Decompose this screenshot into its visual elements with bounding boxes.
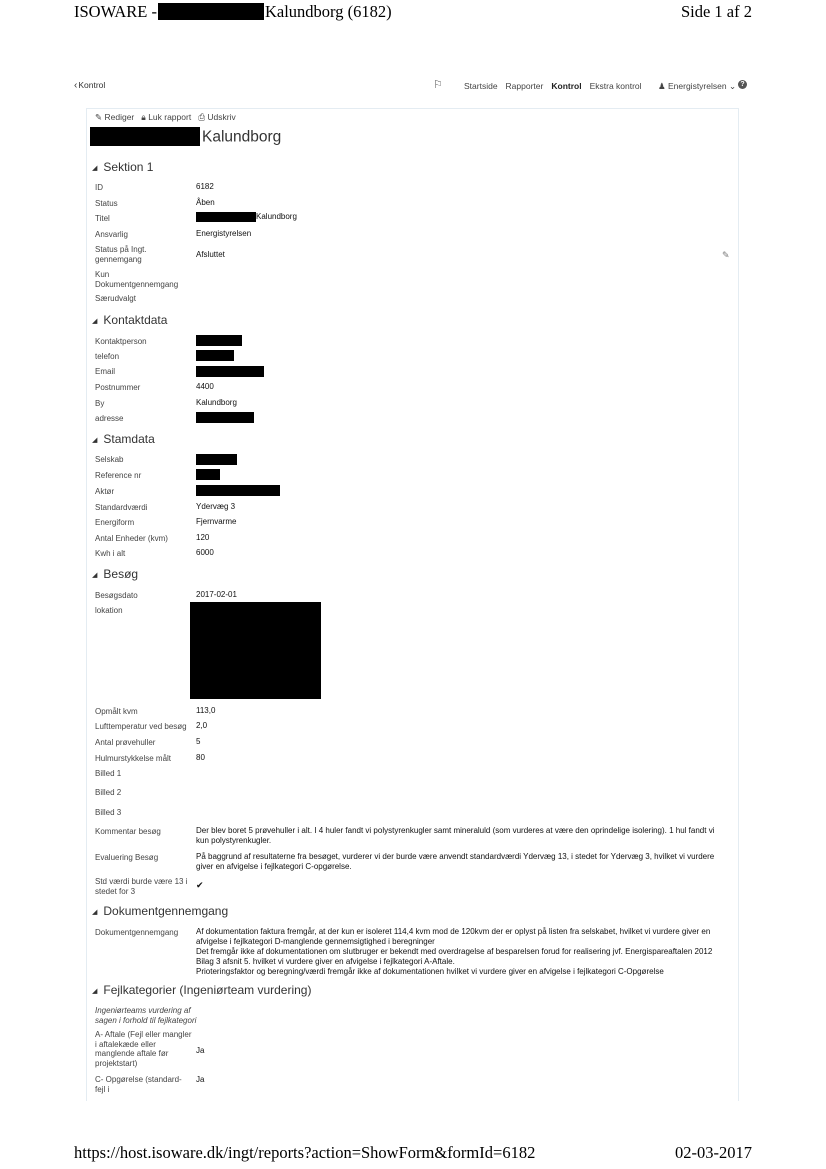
field-label-email: Email (95, 367, 116, 376)
edit-label: Rediger (104, 112, 135, 122)
field-value-standardvaerdi: Ydervæg 3 (196, 502, 236, 511)
field-value-kommentar-besog: Der blev boret 5 prøvehuller i alt. I 4 huler fandt vi polystyrenkugler samt mineraluld (som vurderes at være den oprindelige isolering). 1 hul fandt vi kun polystyrenkugler. (196, 826, 715, 845)
field-label-billed3: Billed 3 (95, 808, 122, 817)
field-value-reference-nr (196, 469, 220, 480)
field-value-aktor (196, 485, 280, 496)
section-title: Besøg (103, 567, 139, 581)
collapse-triangle-icon: ◢ (92, 437, 98, 444)
field-label-opmalt-kvm: Opmålt kvm (95, 707, 138, 716)
location-map-redacted (190, 602, 321, 699)
section-stamdata-header[interactable] (92, 432, 155, 446)
titel-text: Kalundborg (256, 212, 297, 221)
field-value-c-opgorelse: Ja (196, 1075, 205, 1084)
section-sektion1-header[interactable] (92, 160, 153, 174)
field-value-opmalt-kvm: 113,0 (196, 706, 216, 715)
field-label-saerudvalgt: Særudvalgt (95, 294, 136, 303)
main-menu (464, 81, 642, 91)
field-value-evaluering-besog: På baggrund af resultaterne fra besøget, vurderer vi der burde være anvendt standardværdi Ydervæg 13, i stedet for Ydervæg 3, hvilket vi vurdere giver en afvigelse i fejlkategori C-opgørelse. (196, 852, 715, 871)
field-value-a-aftale: Ja (196, 1046, 205, 1055)
close-label: Luk rapport (148, 112, 192, 122)
edit-icon: ✎ (95, 112, 103, 122)
field-label-antal-enheder: Antal Enheder (kvm) (95, 534, 168, 543)
field-value-status: Åben (196, 198, 215, 207)
field-label-kun-dok: Kun Dokumentgennemgang (95, 270, 179, 289)
section-fejlkategorier-header[interactable] (92, 983, 311, 997)
redaction-block (196, 469, 220, 480)
field-label-kwh: Kwh i alt (95, 549, 126, 558)
field-label-titel: Titel (95, 214, 110, 223)
print-header-title (74, 2, 392, 22)
field-label-ansvarlig: Ansvarlig (95, 230, 128, 239)
menu-item-rapporter[interactable]: Rapporter (505, 81, 544, 91)
field-label-status: Status (95, 199, 118, 208)
field-value-id: 6182 (196, 182, 214, 191)
redaction-block (196, 366, 264, 377)
field-label-dokumentgennemgang: Dokumentgennemgang (95, 928, 179, 937)
field-label-a-aftale: A- Aftale (Fejl eller mangler i aftalekæde eller manglende aftale før projektstart) (95, 1030, 192, 1068)
field-value-kwh: 6000 (196, 548, 214, 557)
field-label-standardvaerdi: Standardværdi (95, 503, 148, 512)
field-label-billed1: Billed 1 (95, 769, 122, 778)
menu-item-startside[interactable]: Startside (464, 81, 498, 91)
section-kontaktdata-header[interactable] (92, 313, 167, 327)
field-label-c-opgorelse: C- Opgørelse (standard-fejl i (95, 1075, 182, 1094)
redaction-block (90, 127, 200, 146)
field-value-by: Kalundborg (196, 398, 237, 407)
field-value-antal-enheder: 120 (196, 533, 210, 542)
field-value-telefon (196, 350, 234, 361)
redaction-block (158, 3, 264, 20)
redaction-block (196, 485, 280, 496)
section-besog-header[interactable] (92, 567, 138, 581)
user-menu[interactable] (658, 81, 736, 92)
redaction-block (196, 212, 256, 222)
header-title: Kalundborg (6182) (264, 2, 392, 21)
field-value-dokumentgennemgang (196, 927, 726, 977)
field-value-antal-provehuller: 5 (196, 737, 201, 746)
checkmark-icon: ✔ (196, 880, 204, 890)
field-label-by: By (95, 399, 105, 408)
chevron-left-icon: ‹ (74, 80, 78, 91)
redaction-block (196, 350, 234, 361)
collapse-triangle-icon: ◢ (92, 988, 98, 995)
user-icon: ♟ (658, 81, 666, 91)
page-title (90, 128, 281, 148)
field-label-id: ID (95, 183, 103, 192)
field-label-postnummer: Postnummer (95, 383, 141, 392)
dok-paragraph-3: Prioteringsfaktor og beregning/værdi fremgår ikke af dokumentationen hvilket vi vurdere giver en afvigelse i fejlkategori C-Opgørelse (196, 967, 664, 976)
pencil-icon[interactable]: ✎ (722, 250, 730, 260)
menu-item-ekstra-kontrol[interactable]: Ekstra kontrol (589, 81, 642, 91)
print-date: 02-03-2017 (675, 1143, 752, 1162)
field-label-hulmurstykkelse: Hulmurstykkelse målt (95, 754, 172, 763)
field-label-lokation: lokation (95, 606, 123, 615)
section-title: Kontaktdata (103, 313, 168, 327)
field-label-std-vaerdi-13: Std værdi burde være 13 i stedet for 3 (95, 877, 188, 896)
collapse-triangle-icon: ◢ (92, 572, 98, 579)
field-label-energiform: Energiform (95, 518, 135, 527)
section-title: Dokumentgennemgang (103, 904, 229, 918)
field-value-adresse (196, 412, 254, 423)
field-label-kommentar-besog: Kommentar besøg (95, 827, 161, 836)
fejl-intro-text: Ingeniørteams vurdering af sagen i forhold til fejlkategori (95, 1006, 197, 1025)
field-label-adresse: adresse (95, 414, 124, 423)
section-dokumentgennemgang-header[interactable] (92, 904, 228, 918)
field-value-ingt-status: Afsluttet (196, 250, 225, 259)
field-value-ansvarlig: Energistyrelsen (196, 229, 252, 238)
field-value-selskab (196, 454, 237, 465)
collapse-triangle-icon: ◢ (92, 318, 98, 325)
print-footer (74, 1143, 752, 1167)
redaction-block (196, 335, 242, 346)
print-header (74, 0, 752, 24)
collapse-triangle-icon: ◢ (92, 909, 98, 916)
field-label-besogsdato: Besøgsdato (95, 591, 138, 600)
field-label-kontaktperson: Kontaktperson (95, 337, 147, 346)
field-label-lufttemperatur: Lufttemperatur ved besøg (95, 722, 187, 731)
user-name: Energistyrelsen (668, 81, 727, 91)
field-value-hulmurstykkelse: 80 (196, 753, 205, 762)
lock-icon: 🔒︎ (141, 112, 146, 122)
menu-item-kontrol[interactable]: Kontrol (551, 81, 582, 91)
print-button[interactable] (198, 112, 236, 123)
print-icon: ⎙ (198, 112, 205, 122)
field-label-telefon: telefon (95, 352, 120, 361)
header-prefix: ISOWARE - (74, 2, 157, 21)
top-navbar (74, 78, 752, 96)
dok-paragraph-1: Af dokumentation faktura fremgår, at der kun er isoleret 114,4 kvm mod de 120kvm der er oplyst på listen fra selskabet, hvilket vi vurdere giver en afvigelse i fejlkategori D-manglende gennemsigtighed i beregninger (196, 927, 711, 946)
section-title: Stamdata (103, 432, 155, 446)
section-title: Fejlkategorier (Ingeniørteam vurdering) (103, 983, 312, 997)
print-label: Udskriv (207, 112, 236, 122)
field-label-evaluering-besog: Evaluering Besøg (95, 853, 159, 862)
print-url: https://host.isoware.dk/ingt/reports?action=ShowForm&formId=6182 (74, 1143, 536, 1162)
close-report-button[interactable] (141, 112, 191, 123)
back-link[interactable] (74, 80, 105, 91)
field-value-lufttemperatur: 2,0 (196, 721, 208, 730)
field-label-aktor: Aktør (95, 487, 115, 496)
redaction-block (196, 454, 237, 465)
field-value-postnummer: 4400 (196, 382, 214, 391)
field-value-besogsdato: 2017-02-01 (196, 590, 237, 599)
help-icon[interactable]: ? (738, 80, 747, 89)
section-title: Sektion 1 (103, 160, 154, 174)
dok-paragraph-2: Det fremgår ikke af dokumentationen om slutbruger er bekendt med overdragelse af besparelsen forud for realisering jvf. Energispareaftalen 2012 Bilag 3 afsnit 5. hvilket vi vurdere giver en afvigelse i fejlkategori A-Aftale. (196, 947, 713, 966)
report-toolbar (95, 112, 236, 123)
field-label-ingt-status: Status på Ingt. gennemgang (95, 245, 147, 264)
back-label: Kontrol (78, 80, 106, 90)
field-label-reference-nr: Reference nr (95, 471, 142, 480)
collapse-triangle-icon: ◢ (92, 165, 98, 172)
field-label-antal-provehuller: Antal prøvehuller (95, 738, 156, 747)
flag-icon[interactable]: ⚐ (433, 79, 443, 91)
redaction-block (196, 412, 254, 423)
field-value-kontaktperson (196, 335, 242, 346)
field-label-selskab: Selskab (95, 455, 124, 464)
field-value-email (196, 366, 264, 377)
field-value-titel (196, 212, 297, 222)
edit-button[interactable] (95, 112, 134, 123)
field-label-billed2: Billed 2 (95, 788, 122, 797)
field-value-energiform: Fjernvarme (196, 517, 237, 526)
page-indicator: Side 1 af 2 (680, 2, 752, 21)
chevron-down-icon: ⌄ (728, 81, 737, 91)
page-title-text: Kalundborg (202, 128, 282, 146)
